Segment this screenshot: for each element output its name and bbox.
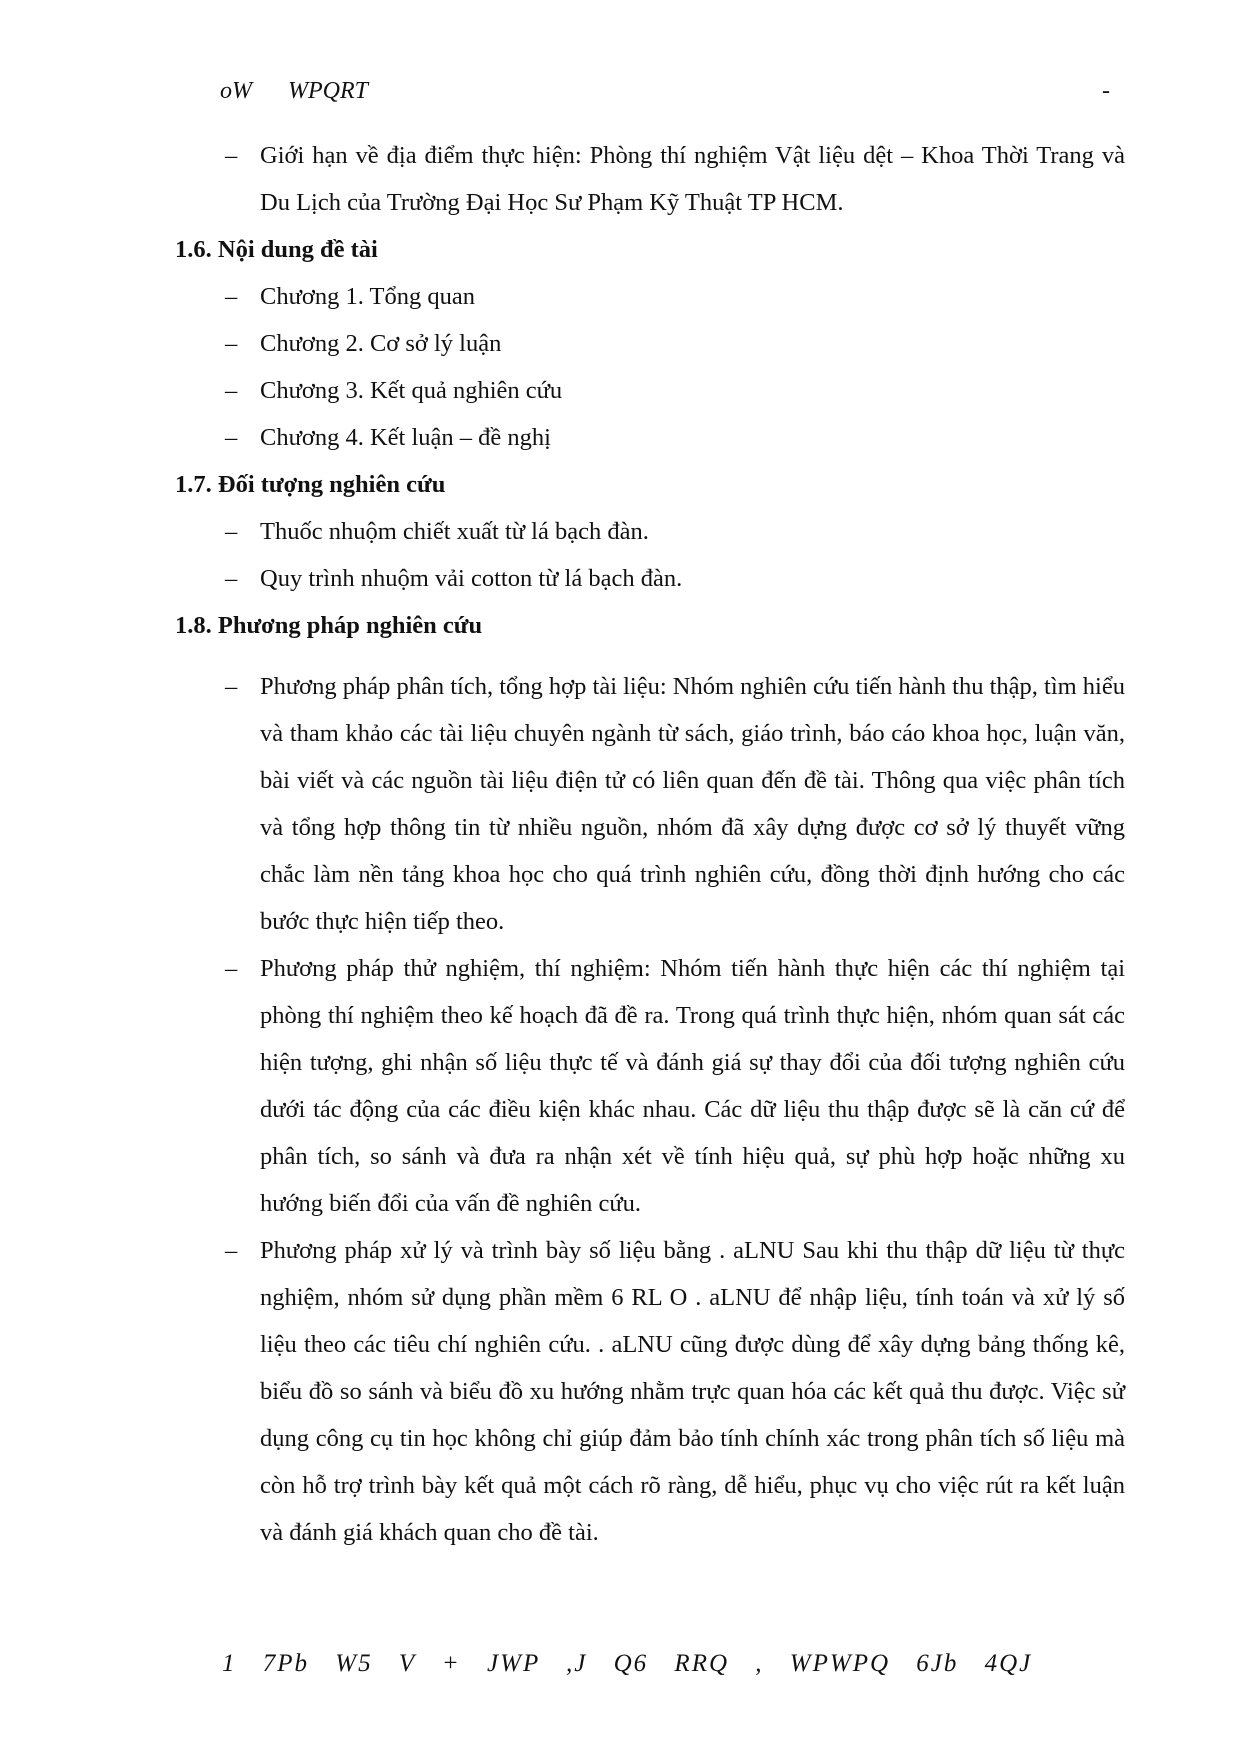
list-item [175,367,1125,414]
list-item-text: Chương 1. Tổng quan [260,283,475,310]
list-item [175,555,1125,602]
list-item-text: Phương pháp phân tích, tổng hợp tài liệu: Nhóm nghiên cứu tiến hành thu thập, tìm hiểu và tham khảo các tài liệu chuyên ngành từ sách, giáo trình, báo cáo khoa học, luận văn, bài viết và các nguồn tài liệu điện tử có liên quan đến đề tài. Thông qua việc phân tích và tổng hợp thông tin từ nhiều nguồn, nhóm đã xây dựng được cơ sở lý thuyết vững chắc làm nền tảng khoa học cho quá trình nghiên cứu, đồng thời định hướng cho các bước thực hiện tiếp theo. [260,673,1125,935]
list-item-text: Giới hạn về địa điểm thực hiện: Phòng thí nghiệm Vật liệu dệt – Khoa Thời Trang và Du Lịch của Trường Đại Học Sư Phạm Kỹ Thuật TP HCM. [260,142,1125,216]
section-heading-1-7: 1.7. Đối tượng nghiên cứu [175,471,446,498]
section-heading-1-6: 1.6. Nội dung đề tài [175,236,378,263]
list-item-text: Thuốc nhuộm chiết xuất từ lá bạch đàn. [260,518,649,545]
dash-bullet: – [225,673,238,700]
page-header [220,78,1110,110]
dash-bullet: – [225,1237,238,1264]
document-body [175,132,1125,1556]
list-item [175,1227,1125,1556]
dash-bullet: – [225,565,238,592]
dash-bullet: – [225,955,238,982]
list-item [175,663,1125,945]
header-right-text: - [1102,78,1110,104]
page-footer: 1 7Pb W5 V + JWP ,J Q6 RRQ , WPWPQ 6Jb 4QJ [222,1650,1033,1677]
dash-bullet: – [225,377,238,404]
dash-bullet: – [225,283,238,310]
list-item [175,414,1125,461]
dash-bullet: – [225,518,238,545]
dash-bullet: – [225,330,238,357]
list-item [175,508,1125,555]
dash-bullet: – [225,424,238,451]
list-item [175,945,1125,1227]
list-item [175,132,1125,226]
list-item-text: Chương 3. Kết quả nghiên cứu [260,377,563,404]
list-item-text: Phương pháp thử nghiệm, thí nghiệm: Nhóm tiến hành thực hiện các thí nghiệm tại phòng thí nghiệm theo kế hoạch đã đề ra. Trong quá trình thực hiện, nhóm quan sát các hiện tượng, ghi nhận số liệu thực tế và đánh giá sự thay đổi của đối tượng nghiên cứu dưới tác động của các điều kiện khác nhau. Các dữ liệu thu thập được sẽ là căn cứ để phân tích, so sánh và đưa ra nhận xét về tính hiệu quả, sự phù hợp hoặc những xu hướng biến đổi của vấn đề nghiên cứu. [260,955,1125,1217]
header-left-text: oW WPQRT [220,78,368,104]
list-item [175,273,1125,320]
list-item-text: Chương 2. Cơ sở lý luận [260,330,502,357]
dash-bullet: – [225,142,238,169]
section-heading-1-8: 1.8. Phương pháp nghiên cứu [175,612,483,639]
list-item [175,320,1125,367]
list-item-text: Quy trình nhuộm vải cotton từ lá bạch đàn. [260,565,683,592]
list-item-text: Phương pháp xử lý và trình bày số liệu bằng . aLNU Sau khi thu thập dữ liệu từ thực nghiệm, nhóm sử dụng phần mềm 6 RL O . aLNU để nhập liệu, tính toán và xử lý số liệu theo các tiêu chí nghiên cứu. . aLNU cũng được dùng để xây dựng bảng thống kê, biểu đồ so sánh và biểu đồ xu hướng nhằm trực quan hóa các kết quả thu được. Việc sử dụng công cụ tin học không chỉ giúp đảm bảo tính chính xác trong phân tích số liệu mà còn hỗ trợ trình bày kết quả một cách rõ ràng, dễ hiểu, phục vụ cho việc rút ra kết luận và đánh giá khách quan cho đề tài. [260,1237,1125,1546]
list-item-text: Chương 4. Kết luận – đề nghị [260,424,551,451]
